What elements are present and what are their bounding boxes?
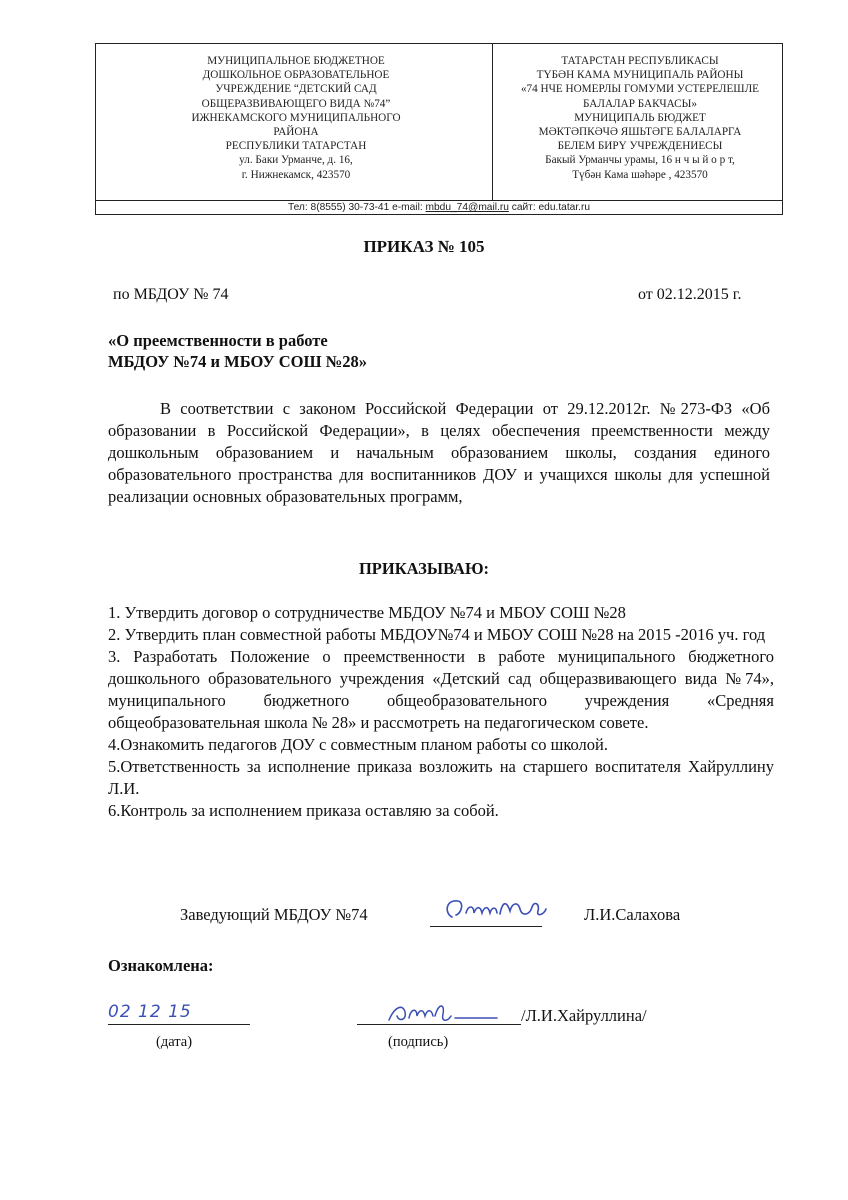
letterhead-right-line: МӘКТӘПКӘЧӘ ЯШЬТӘГЕ БАЛАЛАРГА [538,126,742,139]
order-items-list [108,602,774,822]
letterhead-left-line: МУНИЦИПАЛЬНОЕ БЮДЖЕТНОЕ [207,55,385,67]
letterhead-left-line: г. Нижнекамск, 423570 [241,168,351,181]
letterhead-left-line: ИЖНЕКАМСКОГО МУНИЦИПАЛЬНОГО [191,111,401,124]
order-item: 4.Ознакомить педагогов ДОУ с совместным планом работы со школой. [108,735,608,754]
contacts-site: сайт: edu.tatar.ru [508,202,591,213]
order-title: ПРИКАЗ № 105 [363,237,485,256]
order-subject-line: «О преемственности в работе [108,331,328,350]
order-organization: по МБДОУ № 74 [113,286,229,303]
handwritten-date: 02 12 15 [108,1002,192,1022]
contacts-email-link[interactable]: mbdu_74@mail.ru [425,202,509,213]
letterhead-right-line: МУНИЦИПАЛЬ БЮДЖЕТ [574,111,706,124]
letterhead-left-line: РЕСПУБЛИКИ ТАТАРСТАН [225,140,367,153]
order-subject-line: МБДОУ №74 и МБОУ СОШ №28» [108,352,368,371]
letterhead-right-line: БЕЛЕМ БИРҮ УЧРЕЖДЕНИЕСЫ [557,140,723,153]
contacts-phone: Тел: 8(8555) 30-73-41 e-mail: [287,202,426,213]
letterhead-left-line: УЧРЕЖДЕНИЕ “ДЕТСКИЙ САД [215,83,377,96]
letterhead-horizontal-divider [96,200,782,201]
letterhead-left-line: ОБЩЕРАЗВИВАЮЩЕГО ВИДА №74” [201,97,391,110]
signatory-role: Заведующий МБДОУ №74 [180,905,368,924]
head-signature-line [430,926,542,927]
signature-caption: (подпись) [388,1034,449,1050]
order-decree-heading: ПРИКАЗЫВАЮ: [358,559,490,578]
letterhead-vertical-divider [492,44,493,200]
order-preamble: В соответствии с законом Российской Федерации от 29.12.2012г. №273-ФЗ «Об образовании в Российской Федерации», в целях обеспечения преемственности между дошкольным образованием и начальным образованием школы, создания единого образовательного пространства для воспитанников ДОУ и учащихся школы для успешной реализации основных образовательных программ, [108,399,770,506]
order-item: 6.Контроль за исполнением приказа оставляю за собой. [108,801,499,820]
letterhead-right [501,54,779,182]
letterhead-left [106,54,486,182]
date-caption: (дата) [156,1034,193,1050]
letterhead-right-line: Бакый Урманчы урамы, 16 н ч ы й о р т, [545,154,735,167]
letterhead-right-line: БАЛАЛАР БАКЧАСЫ» [583,97,697,110]
order-item: 3. Разработать Положение о преемственности в работе муниципального бюджетного дошкольного образовательного учреждения «Детский сад общеразвивающего вида №74», муниципального бюджетного общеобразовательного учреждения «Средняя общеобразовательная школа № 28» и рассмотреть на педагогическом совете. [108,647,774,732]
acquaintance-date-field [108,1000,250,1025]
signatory-name: Л.И.Салахова [584,905,681,924]
letterhead-contacts [96,202,782,214]
head-signature-image [440,893,550,928]
order-item: 2. Утвердить план совместной работы МБДОУ№74 и МБОУ СОШ №28 на 2015 -2016 уч. год [108,625,766,644]
letterhead-left-line: РАЙОНА [273,126,319,139]
acquaintance-label: Ознакомлена: [108,956,214,975]
letterhead [95,43,783,215]
letterhead-left-line: ДОШКОЛЬНОЕ ОБРАЗОВАТЕЛЬНОЕ [202,69,390,82]
order-date: от 02.12.2015 г. [638,286,742,303]
order-item: 1. Утвердить договор о сотрудничестве МБДОУ №74 и МБОУ СОШ №28 [108,603,626,622]
letterhead-right-line: Түбән Кама шәһәре , 423570 [572,168,708,181]
employee-name: /Л.И.Хайруллина/ [521,1006,647,1025]
order-item: 5.Ответственность за исполнение приказа возложить на старшего воспитателя Хайруллину Л.И. [108,757,774,798]
order-subject [108,330,367,372]
employee-signature-line [357,1024,521,1025]
letterhead-right-line: ТАТАРСТАН РЕСПУБЛИКАСЫ [561,55,719,67]
letterhead-right-line: «74 НЧЕ НОМЕРЛЫ ГОМУМИ УСТЕРЕЛЕШЛЕ [520,83,760,96]
letterhead-left-line: ул. Баки Урманче, д. 16, [239,154,353,167]
letterhead-right-line: ТҮБӘН КАМА МУНИЦИПАЛЬ РАЙОНЫ [536,69,744,82]
